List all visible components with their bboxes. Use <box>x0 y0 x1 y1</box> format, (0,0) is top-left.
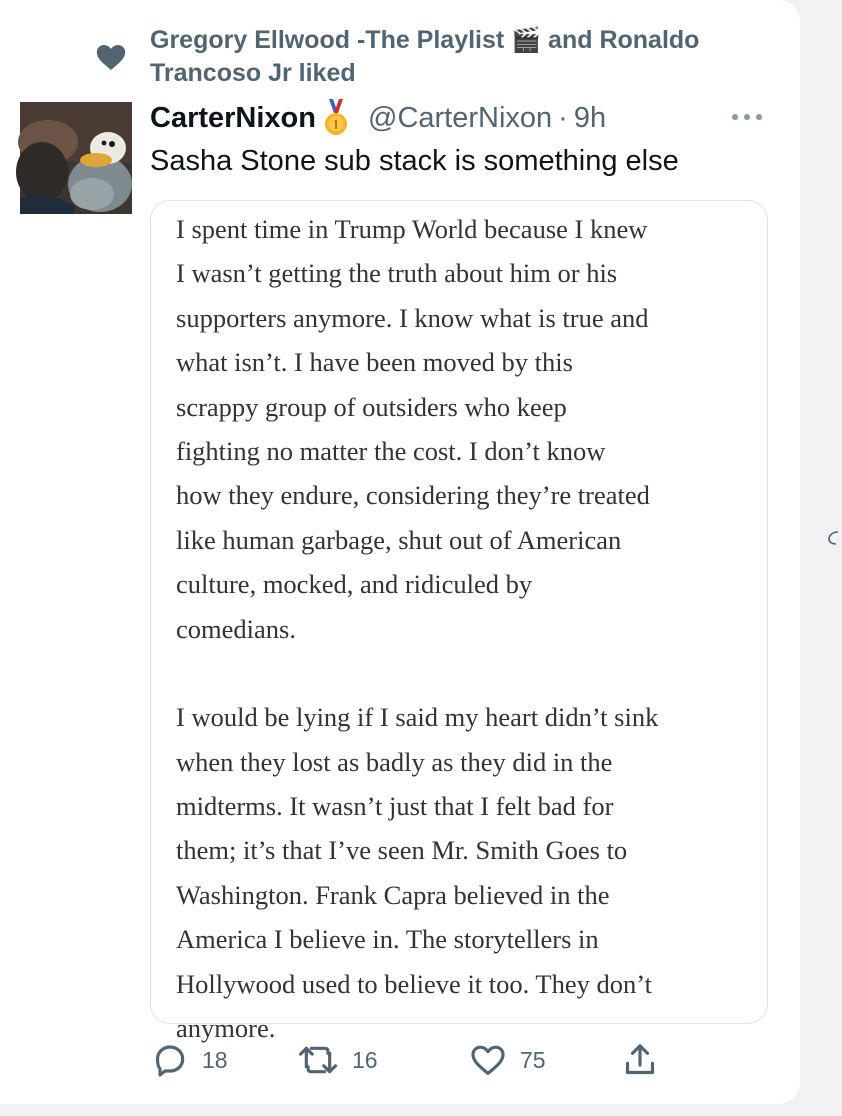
retweet-count: 16 <box>352 1046 378 1073</box>
share-button[interactable] <box>620 1040 660 1080</box>
excerpt-line: supporters anymore. I know what is true and <box>176 302 649 333</box>
excerpt-line: scrappy group of outsiders who keep <box>176 391 567 422</box>
excerpt-line: fighting no matter the cost. I don’t know <box>176 435 606 466</box>
reply-button[interactable] <box>150 1040 228 1080</box>
attached-image[interactable] <box>150 200 768 1044</box>
excerpt-line: America I believe in. The storytellers in <box>176 924 599 955</box>
more-options-icon[interactable] <box>730 110 764 124</box>
paragraph-gap <box>176 651 756 695</box>
excerpt-line: I would be lying if I said my heart didn’t sink <box>176 702 659 733</box>
excerpt-line: comedians. <box>176 613 296 644</box>
excerpt-line: what isn’t. I have been moved by this <box>176 347 573 378</box>
clapper-icon: 🎬 <box>511 27 542 54</box>
retweet-icon <box>296 1040 340 1080</box>
retweet-button[interactable] <box>296 1040 378 1080</box>
avatar[interactable] <box>20 102 132 214</box>
like-button[interactable] <box>468 1040 546 1080</box>
social-context[interactable] <box>150 24 790 90</box>
separator-dot: · <box>558 101 568 134</box>
action-bar <box>150 1040 790 1080</box>
reply-count: 18 <box>202 1046 228 1073</box>
like-heart-icon <box>468 1040 508 1080</box>
excerpt-text <box>176 207 756 1050</box>
avatar-image <box>20 102 132 214</box>
heart-icon <box>94 40 128 74</box>
excerpt-paragraph-1 <box>176 207 756 651</box>
excerpt-line: them; it’s that I’ve seen Mr. Smith Goes to <box>176 835 628 866</box>
excerpt-line: midterms. It wasn’t just that I felt bad for <box>176 791 614 822</box>
context-text-c[interactable]: Trancoso Jr liked <box>150 59 356 87</box>
like-count: 75 <box>520 1046 546 1073</box>
display-name[interactable]: CarterNixon <box>150 101 316 134</box>
liker-name-1[interactable]: Gregory Ellwood -The Playlist <box>150 26 505 54</box>
excerpt-line: when they lost as badly as they did in the <box>176 746 613 777</box>
reply-icon <box>150 1040 190 1080</box>
excerpt-line: I wasn’t getting the truth about him or his <box>176 258 618 289</box>
handle[interactable]: @CarterNixon <box>368 101 553 134</box>
excerpt-line: how they endure, considering they’re treated <box>176 480 650 511</box>
excerpt-line: Washington. Frank Capra believed in the <box>176 879 610 910</box>
medal-icon <box>322 99 350 137</box>
excerpt-line: Hollywood used to believe it too. They don’t <box>176 968 652 999</box>
tweet-header <box>150 98 606 138</box>
excerpt-line: like human garbage, shut out of American <box>176 524 622 555</box>
share-icon <box>620 1040 660 1080</box>
timestamp[interactable]: 9h <box>573 101 607 134</box>
excerpt-line: anymore. <box>176 1013 276 1044</box>
excerpt-line: culture, mocked, and ridiculed by <box>176 569 533 600</box>
context-text-b[interactable]: and Ronaldo <box>548 26 700 54</box>
excerpt-paragraph-2 <box>176 695 756 1050</box>
tweet-text: Sasha Stone sub stack is something else <box>150 145 679 177</box>
partial-reply-icon <box>826 530 842 546</box>
excerpt-line: I spent time in Trump World because I knew <box>176 214 648 244</box>
